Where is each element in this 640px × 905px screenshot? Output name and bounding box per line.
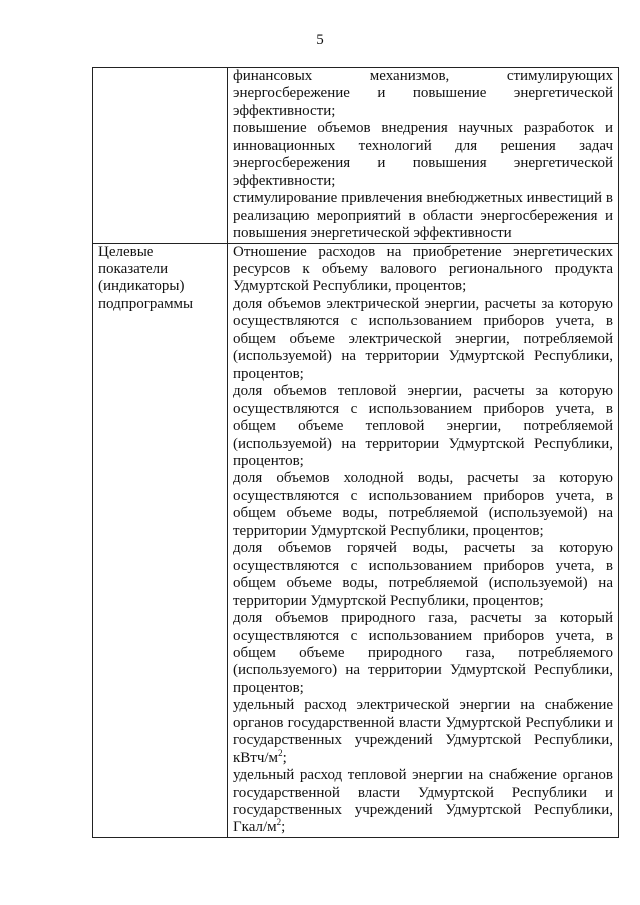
unit-exponent: 2 <box>276 817 282 828</box>
indicator-item: доля объемов тепловой энергии, расчеты за которую осуществляются с использованием приборов учета, в общем объеме тепловой энергии, потребляемой (используемой) на территории Удмуртской Республики, процентов; <box>233 383 613 469</box>
table-row <box>93 243 619 837</box>
indicator-item-with-unit <box>233 697 613 767</box>
page-number: 5 <box>316 32 324 48</box>
indicator-text: удельный расход тепловой энергии на снабжение органов государственной власти Удмуртской Республики и государственных учреждений Удмуртской Республики, Гкал/м <box>233 767 613 836</box>
row-label-cell: Целевые показатели (индикаторы) подпрограммы <box>93 243 228 837</box>
row-content-cell <box>228 68 619 244</box>
table-row <box>93 68 619 244</box>
row-label-cell <box>93 68 228 244</box>
unit-exponent: 2 <box>278 747 283 758</box>
indicator-item-with-unit <box>233 767 613 837</box>
indicator-text: удельный расход электрической энергии на снабжение органов государственной власти Удмуртской Республики и государственных учреждений Удмуртской Республики, кВтч/м <box>233 697 613 766</box>
row-content-cell <box>228 243 619 837</box>
item-terminator: ; <box>281 819 286 836</box>
indicator-item: доля объемов горячей воды, расчеты за которую осуществляются с использованием приборов учета, в общем объеме воды, потребляемой (используемой) на территории Удмуртской Республики, процентов; <box>233 540 613 609</box>
list-item: финансовых механизмов, стимулирующих энергосбережение и повышение энергетической эффективности; <box>233 68 613 119</box>
indicator-item: доля объемов электрической энергии, расчеты за которую осуществляются с использованием приборов учета, в общем объеме электрической энергии, потребляемой (используемой) на территории Удмуртской Республики, процентов; <box>233 295 613 382</box>
item-terminator: ; <box>282 749 287 766</box>
indicator-item: доля объемов холодной воды, расчеты за которую осуществляются с использованием приборов учета, в общем объеме воды, потребляемой (используемой) на территории Удмуртской Республики, процентов; <box>233 470 613 539</box>
program-passport-table <box>92 67 619 838</box>
indicator-item: доля объемов природного газа, расчеты за который осуществляются с использованием приборов учета, в общем объеме природного газа, потребляемого (используемого) на территории Удмуртской Республики, процентов; <box>233 610 613 696</box>
list-item: повышение объемов внедрения научных разработок и инновационных технологий для решения задач энергосбережения и повышения энергетической эффективности; <box>233 120 613 189</box>
list-item: стимулирование привлечения внебюджетных инвестиций в реализацию мероприятий в области энергосбережения и повышения энергетической эффективности <box>233 190 613 242</box>
indicator-item: Отношение расходов на приобретение энергетических ресурсов к объему валового регионального продукта Удмуртской Республики, процентов; <box>233 243 613 295</box>
